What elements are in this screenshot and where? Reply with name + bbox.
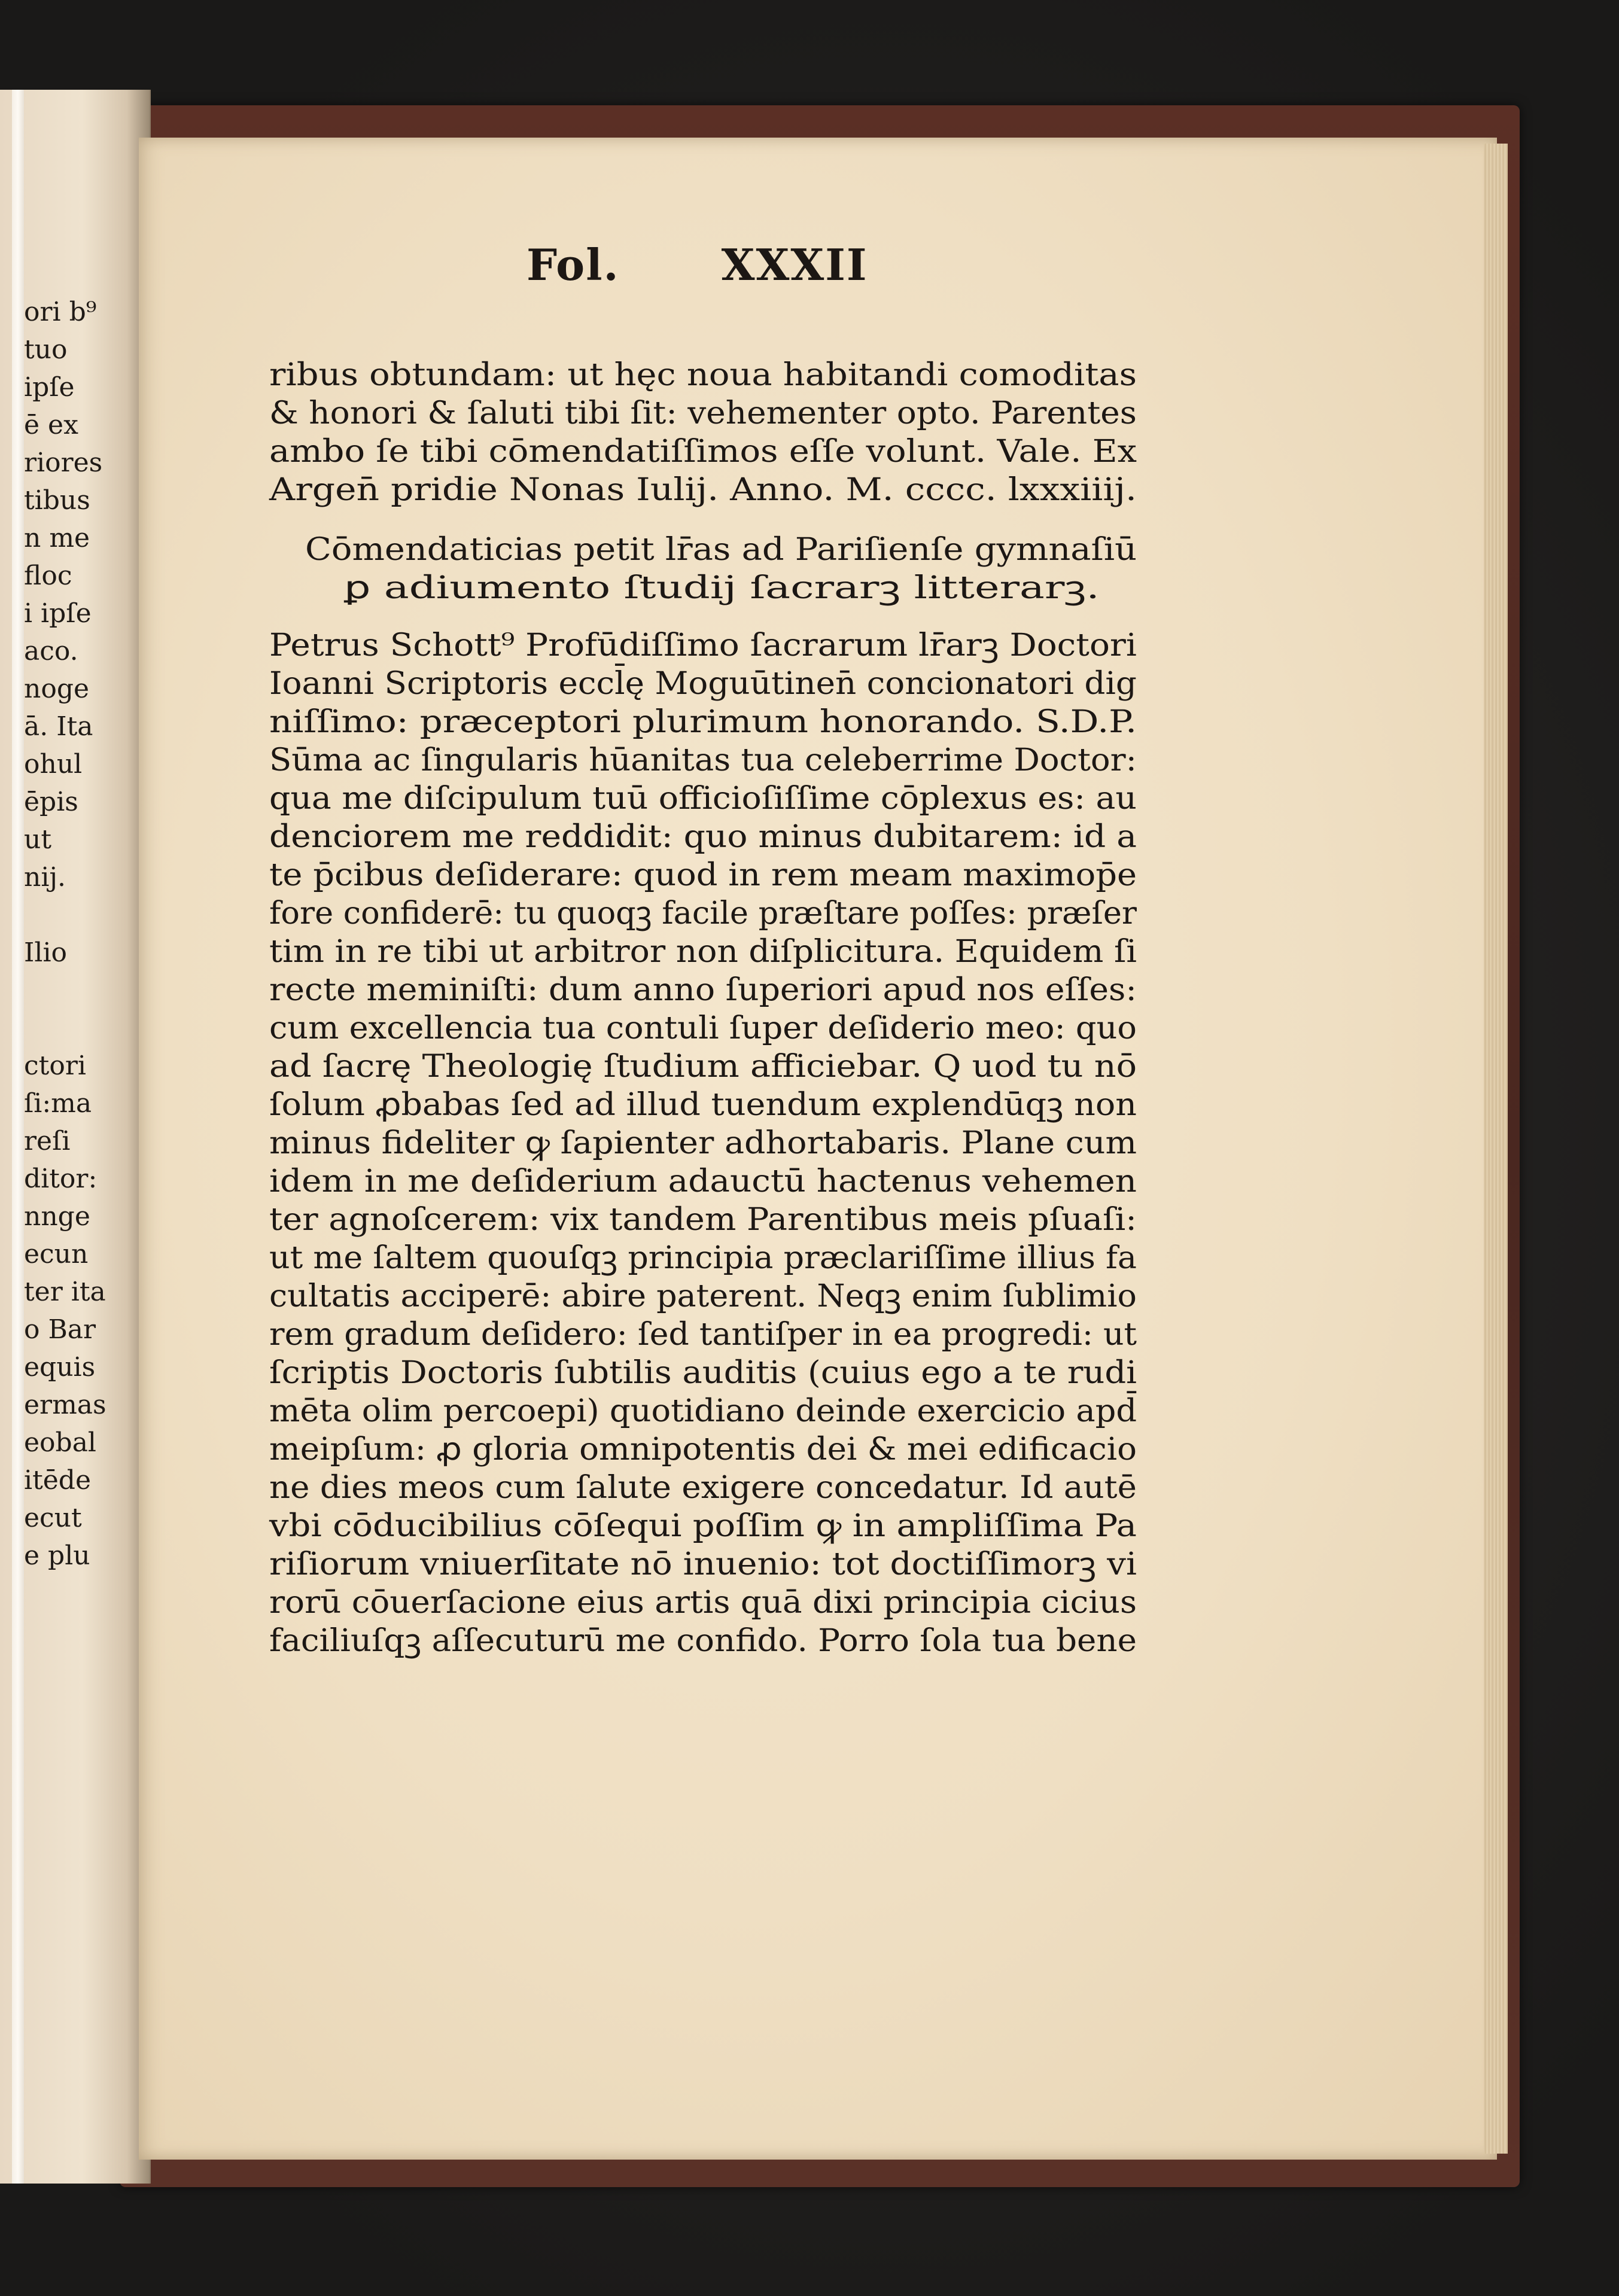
text-line: fore confiderē: tu quoqꝫ facile præſtare poſſes: præſer: [269, 896, 1137, 931]
text-line: minus fideliter ꝙ ſapienter adhortabaris. Plane cum: [269, 1125, 1137, 1161]
text-line: Ioanni Scriptoris eccl̄ę Moguūtinen̄ concionatori dig: [269, 666, 1137, 702]
text-line: meipſum: ꝓ gloria omnipotentis dei & mei edificacio: [269, 1432, 1137, 1467]
text-line: denciorem me reddidit: quo minus dubitarem: id a: [269, 819, 1137, 855]
left-facing-page: [0, 90, 151, 2184]
text-line: ribus obtundam: ut hęc noua habitandi comoditas: [269, 357, 1137, 393]
left-fragment-line: o Bar: [24, 1314, 96, 1345]
text-line: Sūma ac ſingularis hūanitas tua celeberrime Doctor:: [269, 742, 1137, 778]
left-page-text-fragments: [24, 293, 144, 1575]
letter-text-block: [269, 356, 1137, 1660]
text-line: ut me ſaltem quouſqꝫ principia præclariſſime illius fa: [269, 1240, 1137, 1276]
text-line: ad ſacrę Theologię ſtudium afficiebar. Q uod tu nō: [269, 1049, 1137, 1085]
running-head: [527, 239, 945, 290]
left-fragment-line: Ilio: [24, 937, 68, 968]
left-fragment-line: n me: [24, 523, 90, 553]
text-line: niſſimo: præceptori plurimum honorando. S.D.P.: [269, 704, 1137, 740]
left-fragment-line: floc: [24, 561, 72, 591]
text-line: ſcriptis Doctoris ſubtilis auditis (cuius ego a te rudi: [269, 1355, 1137, 1391]
text-line: qua me diſcipulum tuū officioſiſſime cōplexus es: au: [269, 781, 1137, 817]
text-line: ambo ſe tibi cōmendatiſſimos eſſe volunt. Vale. Ex: [269, 434, 1137, 470]
page-strip: [12, 90, 24, 2184]
text-line: ſolum ꝓbabas ſed ad illud tuendum explendūqꝫ non: [269, 1087, 1137, 1123]
left-fragment-line: tuo: [24, 334, 68, 365]
left-fragment-line: ter ita: [24, 1277, 106, 1307]
letter-heading-line: ꝑ adiumento ſtudij ſacrarꝫ litterarꝫ.: [344, 570, 1100, 606]
text-line: vbi cōducibilius cōſequi poſſim ꝙ in ampliſſima Pa: [269, 1508, 1137, 1544]
left-fragment-line: ecun: [24, 1239, 89, 1269]
left-fragment-line: ā. Ita: [24, 711, 93, 742]
left-fragment-line: i ipſe: [24, 598, 92, 629]
text-line: idem in me deſiderium adauctū hactenus vehemen: [269, 1164, 1137, 1199]
text-line: rorū cōuerſacione eius artis quā dixi principia cicius: [269, 1585, 1137, 1621]
left-fragment-line: ditor:: [24, 1164, 98, 1194]
left-fragment-line: ohul: [24, 749, 83, 779]
text-line: ne dies meos cum ſalute exigere concedatur. Id autē: [269, 1470, 1137, 1506]
letter-heading-line: Cōmendaticias petit lr̄as ad Pariſienſe gymnaſiū: [305, 532, 1137, 568]
text-line: mēta olim percoepi) quotidiano deinde exercicio apd̄: [269, 1393, 1137, 1429]
text-line: & honori & ſaluti tibi ſit: vehementer opto. Parentes: [269, 395, 1137, 431]
text-line: cultatis acciperē: abire paterent. Neqꝫ enim ſublimio: [269, 1278, 1137, 1314]
text-line: recte meminiſti: dum anno ſuperiori apud nos eſſes:: [269, 972, 1137, 1008]
text-line: Argen̄ pridie Nonas Iulij. Anno. M. cccc. lxxxiiij.: [269, 472, 1137, 508]
left-fragment-line: equis: [24, 1352, 96, 1383]
left-fragment-line: nij.: [24, 862, 66, 893]
left-fragment-line: ermas: [24, 1390, 106, 1420]
left-fragment-line: ut: [24, 824, 52, 855]
left-fragment-line: e plu: [24, 1540, 90, 1571]
left-fragment-line: ori b⁹: [24, 297, 97, 327]
left-fragment-line: ēpis: [24, 787, 78, 817]
left-fragment-line: ctori: [24, 1050, 86, 1081]
text-line: rem gradum deſidero: ſed tantiſper in ea progredi: ut: [269, 1317, 1137, 1353]
folio-number: XXXII: [721, 239, 868, 290]
page-fore-edge: [1484, 144, 1508, 2154]
left-fragment-line: nnge: [24, 1201, 90, 1232]
left-fragment-line: ipſe: [24, 372, 75, 403]
left-fragment-line: reſi: [24, 1126, 71, 1156]
text-line: faciliuſqꝫ aſſecuturū me confido. Porro ſola tua bene: [269, 1623, 1137, 1659]
left-fragment-line: ē ex: [24, 410, 78, 440]
left-fragment-line: ecut: [24, 1503, 82, 1533]
text-line: cum excellencia tua contuli ſuper deſiderio meo: quo: [269, 1010, 1137, 1046]
text-line: te p̄cibus deſiderare: quod in rem meam maximop̄e: [269, 857, 1137, 893]
left-fragment-line: tibus: [24, 485, 90, 516]
text-line: ter agnoſcerem: vix tandem Parentibus meis pſuaſi:: [269, 1202, 1137, 1238]
left-fragment-line: aco.: [24, 636, 78, 666]
left-fragment-line: noge: [24, 674, 90, 704]
text-line: Petrus Schott⁹ Profūdiſſimo ſacrarum lr̄arꝫ Doctori: [269, 628, 1137, 663]
text-line: riſiorum vniuerſitate nō inuenio: tot doctiſſimorꝫ vi: [269, 1546, 1137, 1582]
left-fragment-line: riores: [24, 447, 103, 478]
folio-label: Fol.: [527, 239, 620, 290]
left-fragment-line: eobal: [24, 1427, 96, 1458]
left-fragment-line: itēde: [24, 1465, 91, 1496]
text-line: tim in re tibi ut arbitror non diſplicitura. Equidem ſi: [269, 934, 1137, 970]
left-fragment-line: ſi:ma: [24, 1088, 92, 1119]
